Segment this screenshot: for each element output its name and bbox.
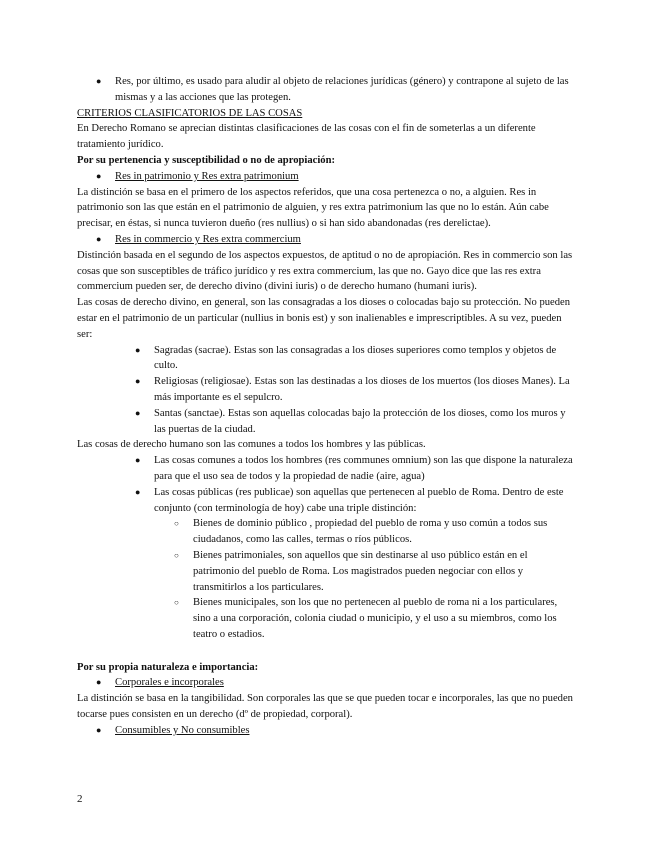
list-item-text: Bienes patrimoniales, son aquellos que sin destinarse al uso público están en el patrimonio del pueblo de Roma. Los magistrados pueden negociar con ellos y transmitirlos a los particulares.	[193, 549, 528, 593]
spacer	[77, 643, 575, 660]
bullet-icon: ●	[135, 455, 141, 466]
bullet-icon: ●	[96, 677, 102, 688]
list-item	[77, 406, 575, 438]
bullet-icon: ●	[135, 344, 141, 355]
circle-bullet-icon: ○	[174, 519, 179, 529]
bullet-icon: ●	[135, 407, 141, 418]
list-item-text: Bienes de dominio público , propiedad del pueblo de roma y uso común a todos sus ciudadanos, como las calles, termas o ríos públicos.	[193, 518, 548, 546]
sub-list-item	[77, 595, 575, 642]
bullet-icon: ●	[96, 170, 102, 181]
page-number: 2	[77, 793, 83, 805]
list-item-text: Santas (sanctae). Estas son aquellas colocadas bajo la protección de los dioses, como los muros y las puertas de la ciudad.	[154, 407, 566, 435]
list-item-text: Bienes municipales, son los que no pertenecen al pueblo de roma ni a los particulares, sino a una corporación, colonia ciudad o municipio, y el uso a su miembros, como los teatro o estadios.	[193, 597, 558, 640]
list-item	[77, 374, 575, 406]
list-item-text: Corporales e incorporales	[115, 677, 224, 689]
paragraph: Las cosas de derecho divino, en general, son las consagradas a los dioses o colocadas bajo su protección. No pueden estar en el patrimonio de un particular (nullius in bonis est) y son inalienables e imprescriptibles. A su vez, pueden ser:	[77, 297, 571, 340]
list-item-text: Religiosas (religiosae). Estas son las destinadas a los dioses de los muertos (los dioses Manes). La más importante es el sepulcro.	[154, 376, 570, 403]
list-item	[77, 675, 575, 691]
section-heading: CRITERIOS CLASIFICATORIOS DE LAS COSAS	[77, 107, 303, 119]
paragraph: En Derecho Romano se aprecian distintas clasificaciones de las cosas con el fin de someterlas a un diferente tratamiento jurídico.	[77, 123, 536, 151]
list-item-text: Res in commercio y Res extra commercium	[115, 233, 301, 245]
list-item	[77, 343, 575, 375]
list-item	[77, 232, 575, 248]
list-item-text: Consumibles y No consumibles	[115, 724, 250, 736]
sub-list-item	[77, 516, 575, 548]
section-title: Por su propia naturaleza e importancia:	[77, 661, 259, 673]
bullet-icon: ●	[96, 233, 102, 244]
sub-list-item	[77, 548, 575, 595]
circle-bullet-icon: ○	[174, 550, 179, 560]
paragraph: Distinción basada en el segundo de los aspectos expuestos, de aptitud o no de apropiación. Res in commercio son las cosas que son susceptibles de tráfico jurídico y res extra commercium, las que no. Gayo dice que las res extra commercium pueden ser, de derecho divino (divini iuris) o de derecho humano (humani iuris).	[77, 249, 573, 293]
list-item	[77, 74, 575, 106]
list-item	[77, 169, 575, 185]
list-item	[77, 485, 575, 517]
bullet-icon: ●	[135, 486, 141, 497]
list-item-text: Sagradas (sacrae). Estas son las consagradas a los dioses superiores como templos y objetos de culto.	[154, 344, 557, 372]
circle-bullet-icon: ○	[174, 598, 179, 608]
list-item	[77, 723, 575, 739]
bullet-icon: ●	[96, 76, 102, 86]
paragraph: La distinción se basa en el primero de los aspectos referidos, que una cosa pertenezca o no, a alguien. Res in patrimonio son las que están en el patrimonio de alguien, y res extra patrimonium las que no lo están. Aún cabe precisar, en éstas, si nunca tuvieron dueño (res nullius) o si han sido abandonadas (res derelictae).	[77, 186, 549, 230]
list-item	[77, 453, 575, 485]
list-item-text: Res in patrimonio y Res extra patrimonium	[115, 170, 299, 182]
page-content	[77, 74, 575, 739]
paragraph: Las cosas de derecho humano son las comunes a todos los hombres y las públicas.	[77, 439, 426, 451]
list-item-text: Las cosas comunes a todos los hombres (res communes omnium) son las que dispone la naturaleza para que el uso sea de todos y la propiedad de nadie (aire, agua)	[154, 455, 573, 482]
list-item-text: Res, por último, es usado para aludir al objeto de relaciones jurídicas (género) y contrapone al sujeto de las mismas y a las acciones que las protegen.	[115, 76, 569, 103]
list-item-text: Las cosas públicas (res publicae) son aquellas que pertenecen al pueblo de Roma. Dentro de este conjunto (con terminología de hoy) cabe una triple distinción:	[154, 486, 564, 514]
bullet-icon: ●	[96, 724, 102, 735]
bullet-icon: ●	[135, 376, 141, 387]
section-title: Por su pertenencia y susceptibilidad o no de apropiación:	[77, 154, 336, 166]
paragraph: La distinción se basa en la tangibilidad. Son corporales las que se que pueden tocar e incorporales, las que no pueden tocarse pues consisten en un derecho (dº de propiedad, corporal).	[77, 693, 573, 721]
